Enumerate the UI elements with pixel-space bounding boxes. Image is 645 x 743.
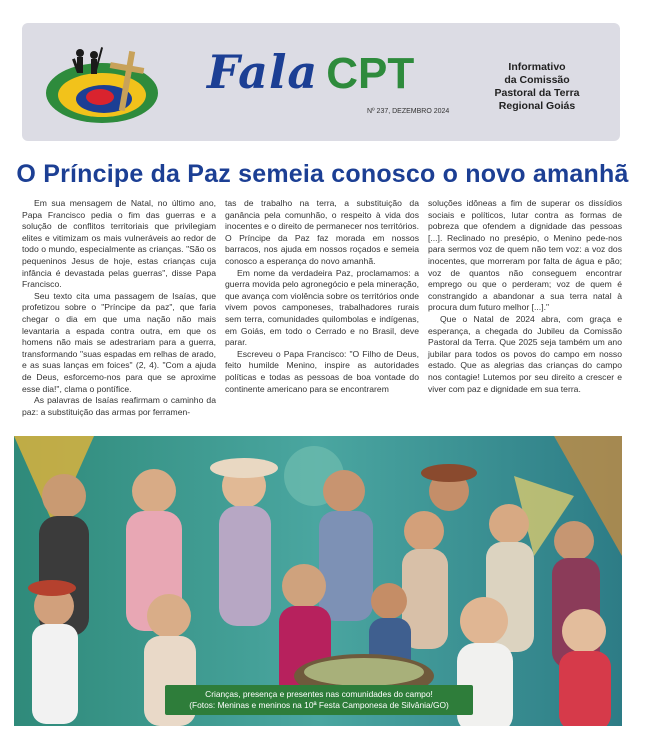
article-body — [22, 198, 622, 428]
paragraph: Em sua mensagem de Natal, no último ano, Papa Francisco pedia o fim das guerras e a solução de conflitos territoriais que privilegiam elites e vitimizam os mais vulneráveis ao redor de todo o mundo, especialmente as crianças. "São os pequeninos Jesus de hoje, estas crianças cuja infância é devastada pelas guerras", disse Papa Francisco. — [22, 198, 216, 290]
photo-caption — [165, 685, 473, 715]
edition-label: Nº 237, DEZEMBRO 2024 — [367, 108, 450, 115]
brand-cpt: CPT — [326, 49, 415, 98]
paragraph: soluções idôneas a fim de superar os dissídios sociais e políticos, lutar contra as formas de pobreza que ofendem a dignidade das pessoas [...]. Reclinado no presépio, o Menino pede-nos para sermos voz de quem não tem voz: a voz dos inocentes, que morreram por falta de água e pão; voz de quantos não conseguem encontrar emprego ou que o perderam; voz de quem é constrangido a abandonar a sua terra natal à procura dum futuro melhor [...]." — [428, 198, 622, 313]
paragraph: tas de trabalho na terra, a substituição da ganância pela comunhão, o respeito à vida dos inocentes e o direito de permanecer nos territórios. O Príncipe da Paz faz morada em nossos barracos, nos ajuda em nossos roçados e semeia conosco a esperança do novo amanhã. — [225, 198, 419, 266]
headline: O Príncipe da Paz semeia conosco o novo amanhã — [16, 160, 629, 188]
brand-title — [207, 45, 414, 105]
org-description — [462, 61, 612, 113]
brand-fala: Fala — [207, 45, 319, 99]
org-line: da Comissão — [504, 74, 570, 86]
photo-illustration-icon — [14, 436, 622, 726]
org-line: Regional Goiás — [498, 100, 576, 112]
paragraph: As palavras de Isaías reafirmam o caminho da paz: a substituição das armas por ferramen- — [22, 395, 216, 417]
paragraph: Escreveu o Papa Francisco: "O Filho de Deus, feito humilde Menino, inspire as autoridades políticas e todas as pessoas de boa vontade do continente americano para se encontrarem — [225, 348, 419, 394]
masthead — [22, 23, 620, 141]
article-column-2 — [225, 198, 419, 395]
article-column-1 — [22, 198, 216, 418]
org-line: Informativo — [508, 61, 566, 73]
article-column-3 — [428, 198, 622, 395]
caption-line: (Fotos: Meninas e meninos na 10ª Festa Camponesa de Silvânia/GO) — [189, 700, 449, 710]
paragraph: Seu texto cita uma passagem de Isaías, que profetizou sobre o "Príncipe da paz", que faria chegar o dia em que uma nação não mais levantaria a espada contra outra, em que os homens não mais se adestrariam para a guerra, transformando "suas espadas em relhas de arado, e as suas lanças em foices" (2, 4). "Com a ajuda de Deus, esforcemo-nos para que se aproxime esse dia!", clama o pontífice. — [22, 290, 216, 394]
paragraph: Que o Natal de 2024 abra, com graça e esperança, a chegada do Jubileu da Comissão Pastoral da Terra. Que 2025 seja também um ano jubilar para todos os povos do campo em nosso estado. Que as alegrias das crianças do campo nos contagie! Lutemos por seu direito a crescer e viver com paz e dignidade em sua terra. — [428, 313, 622, 394]
caption-line: Crianças, presença e presentes nas comunidades do campo! — [205, 689, 433, 699]
paragraph: Em nome da verdadeira Paz, proclamamos: a guerra movida pelo agronegócio e pela mineração, que avança com violência sobre os territórios onde vivem povos camponeses, trabalhadores rurais sem terra, comunidades quilombolas e indígenas, em Goiás, em todo o Cerrado e no Brasil, deve parar. — [225, 267, 419, 348]
children-photo — [14, 436, 622, 726]
org-line: Pastoral da Terra — [494, 87, 580, 99]
cpt-logo-icon — [42, 41, 162, 131]
